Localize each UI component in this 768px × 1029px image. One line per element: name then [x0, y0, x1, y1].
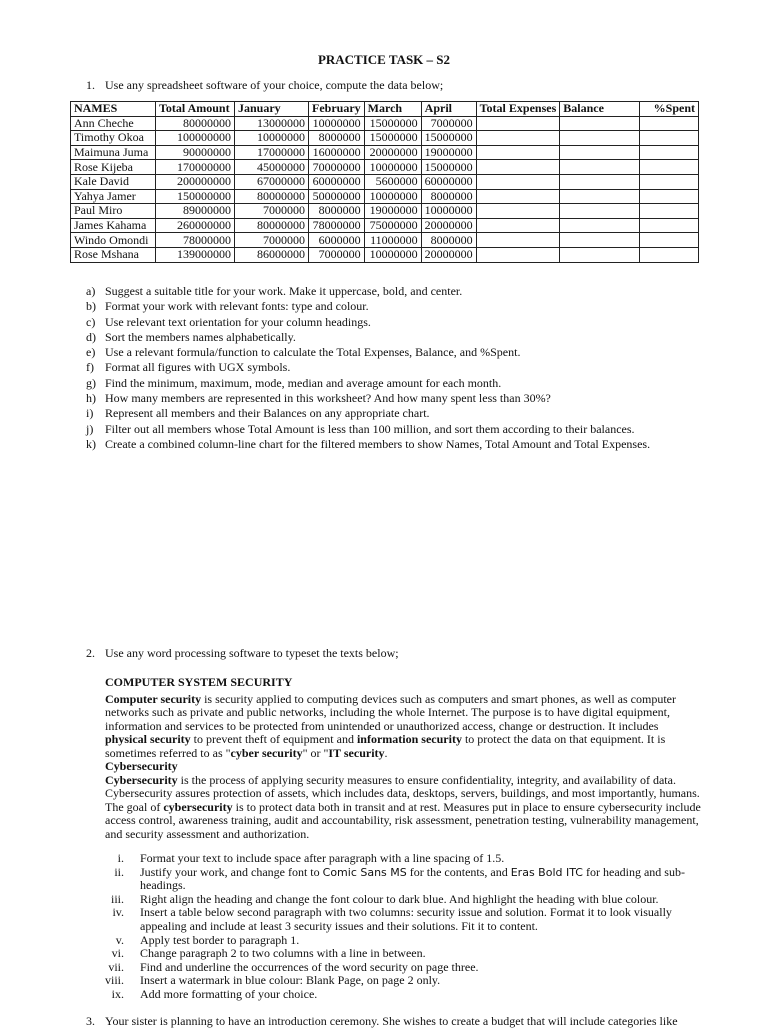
cell-empty	[640, 247, 699, 262]
cell-amount: 78000000	[309, 218, 365, 233]
list-text: Change paragraph 2 to two columns with a line in between.	[140, 946, 426, 961]
cell-amount: 10000000	[421, 204, 476, 219]
list-text: Apply test border to paragraph 1.	[140, 932, 300, 947]
list-marker: f)	[86, 360, 94, 375]
list-marker: d)	[86, 329, 96, 344]
paragraph-text: .	[384, 745, 388, 760]
bold-term: cyber security	[230, 745, 303, 760]
cell-amount: 15000000	[364, 116, 421, 131]
cell-name: Yahya Jamer	[71, 189, 156, 204]
list-marker: j)	[86, 421, 94, 436]
list-item	[86, 299, 706, 314]
table-row	[71, 174, 699, 189]
list-item	[86, 988, 686, 1002]
col-header-balance: Balance	[560, 102, 640, 117]
cell-empty	[640, 116, 699, 131]
cell-amount: 13000000	[235, 116, 309, 131]
bold-term: IT security	[328, 745, 385, 760]
cell-name: Rose Kijeba	[71, 160, 156, 175]
list-item	[86, 852, 686, 866]
passage-paragraph-1	[105, 693, 701, 761]
question-text: Your sister is planning to have an introduction ceremony. She wishes to create a budget that will include categories like	[105, 1014, 678, 1028]
spreadsheet-table	[70, 101, 699, 263]
cell-amount: 20000000	[421, 247, 476, 262]
cell-name: Timothy Okoa	[71, 131, 156, 146]
list-text: Format all figures with UGX symbols.	[105, 360, 291, 375]
list-text: Right align the heading and change the font colour to dark blue. And highlight the heading with blue colour.	[140, 891, 659, 906]
cell-amount: 90000000	[156, 145, 235, 160]
list-text: Suggest a suitable title for your work. Make it uppercase, bold, and center.	[105, 284, 463, 298]
cell-amount: 260000000	[156, 218, 235, 233]
cell-empty	[476, 160, 560, 175]
cell-empty	[560, 233, 640, 248]
list-item	[86, 376, 706, 391]
cell-empty	[560, 131, 640, 146]
question-number: 3.	[86, 1014, 95, 1028]
cell-empty	[640, 131, 699, 146]
paragraph-text: is security applied to computing devices such as computers and smart phones, as well as computer networks such as private and public networks, including the whole Internet. The purpose is to have digital equipment, information and services to be protected from unintended or unauthorized access, change or destruction. It includes	[105, 691, 676, 733]
cell-empty	[560, 247, 640, 262]
col-header-total-amount: Total Amount	[156, 102, 235, 117]
col-header-march: March	[364, 102, 421, 117]
cell-amount: 60000000	[421, 174, 476, 189]
list-marker: v.	[115, 932, 124, 947]
table-row	[71, 116, 699, 131]
cell-amount: 8000000	[421, 189, 476, 204]
cell-amount: 86000000	[235, 247, 309, 262]
table-row	[71, 218, 699, 233]
cell-empty	[476, 247, 560, 262]
bold-term: information security	[356, 732, 462, 746]
cell-amount: 45000000	[235, 160, 309, 175]
cell-name: Maimuna Juma	[71, 145, 156, 160]
cell-amount: 170000000	[156, 160, 235, 175]
cell-amount: 20000000	[364, 145, 421, 160]
paragraph-text: " or "	[302, 745, 329, 760]
col-header-april: April	[421, 102, 476, 117]
list-marker: a)	[86, 284, 96, 298]
cell-amount: 17000000	[235, 145, 309, 160]
cell-amount: 7000000	[235, 233, 309, 248]
question-1	[86, 78, 443, 93]
font-name: Eras Bold ITC	[510, 865, 583, 879]
cell-empty	[560, 189, 640, 204]
passage-subheading: Cybersecurity	[105, 759, 178, 773]
cell-amount: 11000000	[364, 233, 421, 248]
list-text: Insert a table below second paragraph with two columns: security issue and solution. Format it to look visually appealing and include at least 3 security issues and their solutions. Fit it to content.	[140, 905, 672, 933]
list-text-part: Justify your work, and change font to	[140, 864, 323, 879]
formatting-instructions	[86, 852, 686, 1002]
list-item	[86, 284, 706, 299]
table-row	[71, 189, 699, 204]
cell-amount: 70000000	[309, 160, 365, 175]
table-body	[71, 116, 699, 262]
cell-amount: 89000000	[156, 204, 235, 219]
cell-name: Kale David	[71, 174, 156, 189]
list-marker: iii.	[110, 891, 124, 906]
col-header-total-expenses: Total Expenses	[476, 102, 560, 117]
list-marker: vi.	[111, 946, 124, 961]
cell-empty	[640, 204, 699, 219]
cell-amount: 7000000	[309, 247, 365, 262]
cell-amount: 7000000	[235, 204, 309, 219]
list-item	[86, 961, 686, 975]
cell-empty	[640, 218, 699, 233]
list-marker: iv.	[112, 905, 124, 920]
cell-name: Paul Miro	[71, 204, 156, 219]
cell-empty	[476, 189, 560, 204]
cell-amount: 200000000	[156, 174, 235, 189]
cell-amount: 7000000	[421, 116, 476, 131]
passage	[105, 676, 701, 841]
cell-amount: 8000000	[421, 233, 476, 248]
cell-empty	[560, 160, 640, 175]
cell-name: Rose Mshana	[71, 247, 156, 262]
list-marker: vii.	[108, 959, 124, 974]
question-2	[86, 646, 399, 661]
question-3	[86, 1014, 678, 1029]
list-text: Find the minimum, maximum, mode, median and average amount for each month.	[105, 375, 502, 390]
question-number: 2.	[86, 646, 95, 660]
question-number: 1.	[86, 78, 95, 92]
cell-amount: 139000000	[156, 247, 235, 262]
cell-amount: 16000000	[309, 145, 365, 160]
cell-amount: 78000000	[156, 233, 235, 248]
list-item	[86, 934, 686, 948]
cell-amount: 67000000	[235, 174, 309, 189]
cell-amount: 10000000	[309, 116, 365, 131]
table-row	[71, 247, 699, 262]
cell-empty	[476, 204, 560, 219]
paragraph-text: is the process of applying security measures to ensure confidentiality, integrity, and availability of data. Cybersecurity assures protection of assets, which includes data, desktops, servers, buildings, and most importantly, humans. The goal of	[105, 772, 700, 814]
list-marker: ii.	[114, 864, 124, 879]
cell-empty	[476, 131, 560, 146]
list-marker: h)	[86, 391, 96, 406]
cell-amount: 8000000	[309, 131, 365, 146]
table-row	[71, 204, 699, 219]
list-marker: e)	[86, 345, 96, 360]
list-marker: b)	[86, 299, 96, 314]
list-item	[86, 315, 706, 330]
list-text: How many members are represented in this worksheet? And how many spent less than 30%?	[105, 391, 551, 406]
list-text: Format your work with relevant fonts: type and colour.	[105, 299, 369, 314]
cell-amount: 50000000	[309, 189, 365, 204]
cell-amount: 150000000	[156, 189, 235, 204]
cell-amount: 20000000	[421, 218, 476, 233]
font-name: Comic Sans MS	[322, 865, 407, 879]
cell-amount: 10000000	[364, 247, 421, 262]
cell-empty	[560, 174, 640, 189]
bold-term: cybersecurity	[163, 799, 233, 814]
col-header-names: NAMES	[71, 102, 156, 117]
cell-empty	[560, 116, 640, 131]
cell-empty	[476, 116, 560, 131]
cell-empty	[476, 233, 560, 248]
cell-amount: 19000000	[421, 145, 476, 160]
list-marker: g)	[86, 375, 96, 390]
passage-paragraph-2	[105, 774, 701, 842]
paragraph-text: to protect the data on that equipment. It is sometimes referred to as "	[105, 732, 666, 760]
cell-amount: 100000000	[156, 131, 235, 146]
task-list	[86, 284, 706, 452]
list-text-part: for heading and sub-headings.	[140, 864, 685, 893]
cell-empty	[640, 145, 699, 160]
list-text: Format your text to include space after paragraph with a line spacing of 1.5.	[140, 851, 505, 865]
cell-empty	[640, 233, 699, 248]
cell-name: Ann Cheche	[71, 116, 156, 131]
col-header-february: February	[309, 102, 365, 117]
col-header-january: January	[235, 102, 309, 117]
cell-amount: 80000000	[235, 189, 309, 204]
cell-name: James Kahama	[71, 218, 156, 233]
list-text: Represent all members and their Balances on any appropriate chart.	[105, 406, 430, 421]
page-title: PRACTICE TASK – S2	[317, 52, 451, 67]
list-marker: c)	[86, 314, 96, 329]
cell-amount: 15000000	[421, 131, 476, 146]
list-marker: ix.	[111, 986, 124, 1001]
list-item	[86, 391, 706, 406]
list-item	[86, 906, 686, 933]
bold-term: Cybersecurity	[105, 772, 178, 787]
cell-empty	[476, 218, 560, 233]
list-marker: i)	[86, 406, 94, 421]
cell-empty	[560, 145, 640, 160]
cell-amount: 10000000	[235, 131, 309, 146]
question-text: Use any word processing software to typeset the texts below;	[105, 646, 399, 660]
cell-empty	[560, 218, 640, 233]
col-header-percent-spent: %Spent	[640, 102, 699, 117]
table-row	[71, 131, 699, 146]
cell-amount: 6000000	[309, 233, 365, 248]
list-marker: viii.	[104, 973, 124, 988]
cell-name: Windo Omondi	[71, 233, 156, 248]
cell-empty	[476, 145, 560, 160]
cell-amount: 60000000	[309, 174, 365, 189]
list-item	[86, 437, 706, 452]
list-text: Create a combined column-line chart for the filtered members to show Names, Total Amount and Total Expenses.	[105, 436, 651, 451]
list-text: Add more formatting of your choice.	[140, 986, 318, 1001]
cell-amount: 10000000	[364, 189, 421, 204]
list-text: Filter out all members whose Total Amount is less than 100 million, and sort them according to their balances.	[105, 421, 635, 436]
list-item	[86, 893, 686, 907]
cell-amount: 80000000	[156, 116, 235, 131]
question-text: Use any spreadsheet software of your choice, compute the data below;	[105, 78, 444, 92]
list-text-part: for the contents, and	[406, 864, 511, 879]
list-item	[86, 406, 706, 421]
cell-empty	[640, 174, 699, 189]
list-item	[86, 947, 686, 961]
cell-empty	[560, 204, 640, 219]
cell-amount: 19000000	[364, 204, 421, 219]
list-text: Use a relevant formula/function to calculate the Total Expenses, Balance, and %Spent.	[105, 345, 521, 360]
cell-amount: 80000000	[235, 218, 309, 233]
list-marker: k)	[86, 436, 96, 451]
table-row	[71, 145, 699, 160]
table-row	[71, 160, 699, 175]
cell-amount: 5600000	[364, 174, 421, 189]
cell-amount: 15000000	[364, 131, 421, 146]
cell-amount: 15000000	[421, 160, 476, 175]
list-text: Insert a watermark in blue colour: Blank Page, on page 2 only.	[140, 973, 441, 988]
list-text: Find and underline the occurrences of the word security on page three.	[140, 959, 479, 974]
list-text: Use relevant text orientation for your column headings.	[105, 314, 371, 329]
list-marker: i.	[117, 851, 124, 865]
passage-heading: COMPUTER SYSTEM SECURITY	[105, 675, 293, 689]
table-header-row	[71, 102, 699, 117]
cell-amount: 10000000	[364, 160, 421, 175]
cell-empty	[640, 160, 699, 175]
table-row	[71, 233, 699, 248]
paragraph-text: is to protect data both in transit and at rest. Measures put in place to ensure cybersecurity include access control, awareness training, audit and accountability, risk assessment, penetration testing, vulnerability management, and security assessment and authorization.	[105, 799, 701, 841]
cell-amount: 8000000	[309, 204, 365, 219]
list-item	[86, 974, 686, 988]
list-item	[86, 330, 706, 345]
list-text	[140, 866, 686, 893]
paragraph-text: to prevent theft of equipment and	[190, 732, 357, 746]
cell-empty	[640, 189, 699, 204]
list-text: Sort the members names alphabetically.	[105, 329, 296, 344]
list-item	[86, 422, 706, 437]
cell-amount: 75000000	[364, 218, 421, 233]
bold-term: Computer security	[105, 691, 202, 706]
cell-empty	[476, 174, 560, 189]
bold-term: physical security	[105, 732, 191, 746]
list-item	[86, 360, 706, 375]
list-item	[86, 866, 686, 893]
list-item	[86, 345, 706, 360]
